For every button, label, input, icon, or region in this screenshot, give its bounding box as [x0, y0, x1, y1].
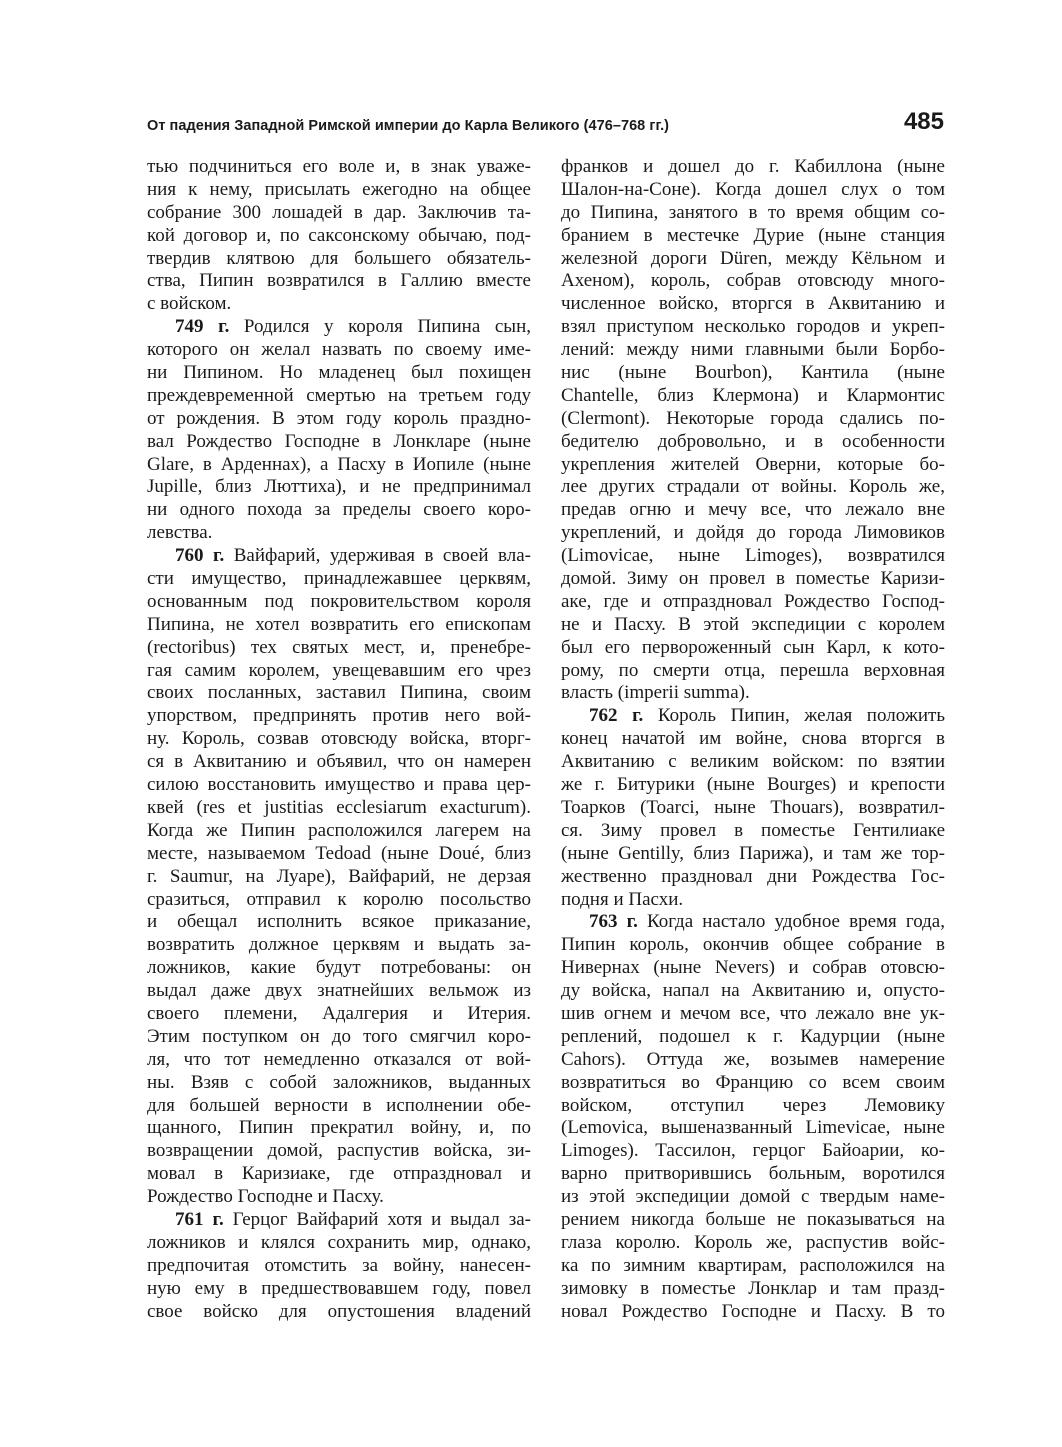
- text-line: [561, 1163, 945, 1186]
- line-text: предпочитая отомстить за войну, нанесен-: [147, 1254, 531, 1276]
- year-heading: 760 г.: [175, 545, 225, 567]
- line-text: своего племени, Адалгерия и Итерия.: [147, 1002, 531, 1024]
- line-text: укреплений, и дойдя до города Лимовиков: [561, 522, 945, 544]
- text-line: [561, 431, 945, 454]
- line-text: и обещал исполнить всякое приказание,: [147, 911, 531, 933]
- line-text: лее других страдали от войны. Король же,: [561, 476, 945, 498]
- text-line: [147, 866, 531, 889]
- line-text: гая самим королем, увещевавшим его чрез: [147, 659, 531, 681]
- text-line: [147, 316, 531, 339]
- left-column: [147, 156, 531, 1323]
- line-text: Пипин король, окончив общее собрание в: [561, 934, 945, 956]
- line-text: жественно праздновал дни Рождества Гос-: [561, 865, 945, 887]
- text-line: [147, 476, 531, 499]
- line-text: новал Рождество Господне и Пасху. В то: [561, 1300, 945, 1322]
- line-text: ства, Пипин возвратился в Галлию вместе: [147, 270, 531, 292]
- text-line: [561, 705, 945, 728]
- line-text: домой. Зиму он провел в поместье Каризи-: [561, 568, 945, 590]
- line-text: численное войско, вторгся в Аквитанию и: [561, 293, 945, 315]
- text-line: [147, 431, 531, 454]
- line-text: укрепления жителей Оверни, которые бо-: [561, 453, 945, 475]
- line-text: для большей верности в исполнении обе-: [147, 1094, 531, 1116]
- text-line: [147, 362, 531, 385]
- line-text: Шалон-на-Соне). Когда дошел слух о том: [561, 178, 945, 200]
- text-line: [561, 1209, 945, 1232]
- line-text: возвратиться во Францию со всем своим: [561, 1071, 945, 1093]
- text-line: [561, 454, 945, 477]
- line-text: сразиться, отправил к королю посольство: [147, 888, 531, 910]
- line-text: ни Пипином. Но младенец был похищен: [147, 362, 531, 384]
- line-text: преждевременной смертью на третьем году: [147, 384, 531, 406]
- line-text: бранием в местечке Дурие (ныне станция: [561, 224, 945, 246]
- line-text: не и Пасху. В этой экспедиции с королем: [561, 613, 945, 635]
- line-text: Этим поступком он до того смягчил коро-: [147, 1025, 531, 1047]
- text-line: [561, 225, 945, 248]
- line-text: собрание 300 лошадей в дар. Заключив та-: [147, 201, 531, 223]
- running-title: От падения Западной Римской империи до Карла Великого (476–768 гг.): [147, 118, 670, 134]
- line-text: Cahors). Оттуда же, возымев намерение: [561, 1048, 945, 1070]
- text-line: [561, 362, 945, 385]
- text-line: [147, 545, 531, 568]
- text-line: [147, 202, 531, 225]
- text-line: [561, 1095, 945, 1118]
- text-line: [561, 408, 945, 431]
- text-line: [147, 1255, 531, 1278]
- line-text: лений: между ними главными были Борбо-: [561, 339, 945, 361]
- line-text: глаза королю. Король же, распустив войс-: [561, 1231, 945, 1253]
- line-text: Когда настало удобное время года,: [637, 911, 945, 933]
- text-line: [147, 637, 531, 660]
- text-line: [147, 1140, 531, 1163]
- text-line: [147, 980, 531, 1003]
- year-heading: 762 г.: [589, 705, 644, 727]
- text-line: [561, 1140, 945, 1163]
- text-line: [561, 1186, 945, 1209]
- line-text: шив огнем и мечом все, что лежало вне ук-: [561, 1002, 945, 1024]
- line-text: Glare, в Арденнах), а Пасху в Иопиле (ныне: [147, 453, 531, 475]
- text-line: [147, 499, 531, 522]
- line-text: войском, отступил через Лемовику: [561, 1094, 945, 1116]
- line-text: же г. Битурики (ныне Bourges) и крепости: [561, 774, 945, 796]
- text-line: [147, 1026, 531, 1049]
- text-line: [561, 1003, 945, 1026]
- text-line: [147, 843, 531, 866]
- text-line: [147, 1301, 531, 1324]
- line-text: (rectoribus) тех святых мест, и, пренебре-: [147, 636, 531, 658]
- line-text: ния к нему, присылать ежегодно на общее: [147, 178, 531, 200]
- text-line: [561, 316, 945, 339]
- text-line: [561, 1026, 945, 1049]
- text-line: [561, 614, 945, 637]
- text-line: [561, 751, 945, 774]
- line-text: ля, что тот немедленно отказался от вой-: [147, 1048, 531, 1070]
- text-line: [561, 866, 945, 889]
- text-line: [147, 660, 531, 683]
- line-text: выдал даже двух знатнейших вельмож из: [147, 980, 531, 1002]
- line-text: Герцог Вайфарий хотя и выдал за-: [223, 1208, 531, 1230]
- line-text: из этой экспедиции домой с твердым наме-: [561, 1186, 945, 1208]
- line-text: от рождения. В этом году король праздно-: [147, 407, 531, 429]
- text-line: [147, 1232, 531, 1255]
- line-text: (Limovicae, ныне Limoges), возвратился: [561, 545, 945, 567]
- text-line: [561, 911, 945, 934]
- line-text: Когда же Пипин расположился лагерем на: [147, 819, 531, 841]
- text-line: [561, 270, 945, 293]
- text-line: [561, 957, 945, 980]
- right-column: [561, 156, 945, 1323]
- line-text: месте, называемом Tedoad (ныне Doué, близ: [147, 842, 531, 864]
- text-line: [147, 1049, 531, 1072]
- line-text: франков и дошел до г. Кабиллона (ныне: [561, 156, 945, 177]
- text-line: [147, 1003, 531, 1026]
- line-text: Родился у короля Пипина сын,: [229, 316, 531, 338]
- text-line: [147, 1163, 531, 1186]
- text-line: [147, 270, 531, 293]
- line-text: левства.: [147, 522, 213, 544]
- line-text: Jupille, близ Люттиха), и не предпринимал: [147, 476, 531, 498]
- text-line: [147, 179, 531, 202]
- text-line: [147, 568, 531, 591]
- line-text: Аквитанию с великим войском: по взятии: [561, 751, 945, 773]
- text-line: [561, 568, 945, 591]
- line-text: ную ему в предшествовавшем году, повел: [147, 1277, 531, 1299]
- line-text: реплений, подошел к г. Кадурции (ныне: [561, 1025, 945, 1047]
- text-line: [147, 156, 531, 179]
- text-line: [561, 843, 945, 866]
- text-line: [147, 1186, 531, 1209]
- line-text: возвращении домой, распустив войска, зи-: [147, 1140, 531, 1162]
- line-text: (Clermont). Некоторые города сдались по-: [561, 407, 945, 429]
- text-line: [561, 934, 945, 957]
- line-text: кой договор и, по саксонскому обычаю, под-: [147, 224, 531, 246]
- line-text: Ахеном), король, собрав отовсюду много-: [561, 270, 945, 292]
- text-line: [561, 1232, 945, 1255]
- text-line: [561, 179, 945, 202]
- line-text: квей (res et justitias ecclesiarum exacturum).: [147, 796, 531, 818]
- text-line: [147, 591, 531, 614]
- line-text: взял приступом несколько городов и укреп-: [561, 316, 945, 338]
- text-line: [147, 1095, 531, 1118]
- line-text: (Lemovica, вышеназванный Limevicae, ныне: [561, 1117, 945, 1139]
- line-text: которого он желал назвать по своему име-: [147, 339, 531, 361]
- line-text: Chantelle, близ Клермона) и Клармонтис: [561, 384, 945, 406]
- text-line: [561, 660, 945, 683]
- line-text: Король Пипин, желая положить: [643, 705, 945, 727]
- text-line: [561, 339, 945, 362]
- line-text: Вайфарий, удерживая в своей вла-: [224, 545, 531, 567]
- text-line: [147, 293, 531, 316]
- text-line: [147, 682, 531, 705]
- line-text: власть (imperii summa).: [561, 682, 750, 704]
- line-text: силою восстановить имущество и права цер-: [147, 774, 531, 796]
- text-line: [147, 454, 531, 477]
- text-line: [147, 1117, 531, 1140]
- line-text: ны. Взяв с собой заложников, выданных: [147, 1071, 531, 1093]
- text-line: [561, 499, 945, 522]
- text-line: [561, 637, 945, 660]
- text-line: [561, 156, 945, 179]
- text-line: [147, 522, 531, 545]
- text-line: [561, 385, 945, 408]
- text-line: [561, 202, 945, 225]
- text-line: [561, 1255, 945, 1278]
- text-line: [561, 591, 945, 614]
- line-text: ся. Зиму провел в поместье Гентилиаке: [561, 819, 945, 841]
- text-line: [561, 797, 945, 820]
- running-head: [147, 108, 944, 148]
- line-text: своих посланных, заставил Пипина, своим: [147, 682, 531, 704]
- line-text: с войском.: [147, 293, 232, 315]
- text-line: [147, 911, 531, 934]
- line-text: упорством, предпринять против него вой-: [147, 705, 531, 727]
- line-text: Нивернах (ныне Nevers) и собрав отовсю-: [561, 957, 945, 979]
- line-text: мовал в Каризиаке, где отпраздновал и: [147, 1163, 531, 1185]
- text-line: [147, 774, 531, 797]
- line-text: варно притворившись больным, воротился: [561, 1163, 945, 1185]
- year-heading: 763 г.: [589, 911, 638, 933]
- page-number: 485: [903, 108, 944, 135]
- text-line: [147, 1209, 531, 1232]
- line-text: вал Рождество Господне в Лонкларе (ныне: [147, 430, 531, 452]
- line-text: до Пипина, занятого в то время общим со-: [561, 201, 945, 223]
- text-line: [147, 751, 531, 774]
- line-text: г. Saumur, на Луаре), Вайфарий, не дерзая: [147, 865, 531, 887]
- text-line: [147, 797, 531, 820]
- text-line: [147, 248, 531, 271]
- line-text: бедителю добровольно, и в особенности: [561, 430, 945, 452]
- text-line: [561, 293, 945, 316]
- line-text: аке, где и отпраздновал Рождество Господ-: [561, 590, 945, 612]
- text-line: [147, 385, 531, 408]
- text-line: [561, 1278, 945, 1301]
- line-text: рому, по смерти отца, перешла верховная: [561, 659, 945, 681]
- text-line: [147, 957, 531, 980]
- line-text: конец начатой им войне, снова вторгся в: [561, 728, 945, 750]
- text-line: [561, 1117, 945, 1140]
- line-text: твердив клятвою для большего обязатель-: [147, 247, 531, 269]
- line-text: ложников и клялся сохранить мир, однако,: [147, 1231, 531, 1253]
- text-line: [561, 1049, 945, 1072]
- text-line: [561, 820, 945, 843]
- line-text: рением никогда больше не показываться на: [561, 1208, 945, 1230]
- text-line: [147, 614, 531, 637]
- year-heading: 749 г.: [175, 316, 230, 338]
- line-text: Рождество Господне и Пасху.: [147, 1186, 384, 1208]
- text-line: [147, 820, 531, 843]
- text-line: [561, 476, 945, 499]
- text-line: [147, 1072, 531, 1095]
- text-line: [561, 1072, 945, 1095]
- line-text: ся в Аквитанию и объявил, что он намерен: [147, 751, 531, 773]
- line-text: был его первороженный сын Карл, к кото-: [561, 636, 945, 658]
- line-text: (ныне Gentilly, близ Парижа), и там же тор-: [561, 842, 945, 864]
- line-text: щанного, Пипин прекратил войну, и, по: [147, 1117, 531, 1139]
- text-line: [147, 408, 531, 431]
- text-line: [147, 934, 531, 957]
- line-text: ну. Король, созвав отовсюду войска, вторг-: [147, 728, 531, 750]
- line-text: тью подчиниться его воле и, в знак уваже-: [147, 156, 531, 177]
- line-text: свое войско для опустошения владений: [147, 1300, 531, 1322]
- line-text: основанным под покровительством короля: [147, 590, 531, 612]
- text-line: [561, 1301, 945, 1324]
- text-line: [561, 682, 945, 705]
- year-heading: 761 г.: [175, 1208, 224, 1230]
- text-line: [561, 248, 945, 271]
- line-text: ложников, какие будут потребованы: он: [147, 957, 531, 979]
- text-line: [147, 889, 531, 912]
- text-line: [147, 225, 531, 248]
- line-text: ду войска, напал на Аквитанию и, опусто-: [561, 980, 945, 1002]
- line-text: возвратить должное церквям и выдать за-: [147, 934, 531, 956]
- line-text: нис (ныне Bourbon), Кантила (ныне: [561, 362, 945, 384]
- text-line: [561, 728, 945, 751]
- line-text: ка по зимним квартирам, расположился на: [561, 1254, 945, 1276]
- text-line: [147, 705, 531, 728]
- line-text: Limoges). Тассилон, герцог Байоарии, ко-: [561, 1140, 945, 1162]
- line-text: железной дороги Düren, между Кёльном и: [561, 247, 945, 269]
- text-line: [147, 1278, 531, 1301]
- text-line: [561, 980, 945, 1003]
- text-line: [561, 774, 945, 797]
- line-text: зимовку в поместье Лонклар и там празд-: [561, 1277, 945, 1299]
- text-line: [147, 339, 531, 362]
- line-text: сти имущество, принадлежавшее церквям,: [147, 568, 531, 590]
- line-text: предав огню и мечу все, что лежало вне: [561, 499, 945, 521]
- line-text: Тоарков (Toarci, ныне Thouars), возвратил-: [561, 796, 945, 818]
- line-text: Пипина, не хотел возвратить его епископам: [147, 613, 531, 635]
- text-line: [561, 889, 945, 912]
- line-text: ни одного похода за пределы своего коро-: [147, 499, 531, 521]
- text-line: [561, 522, 945, 545]
- text-line: [147, 728, 531, 751]
- line-text: подня и Пасхи.: [561, 888, 684, 910]
- text-line: [561, 545, 945, 568]
